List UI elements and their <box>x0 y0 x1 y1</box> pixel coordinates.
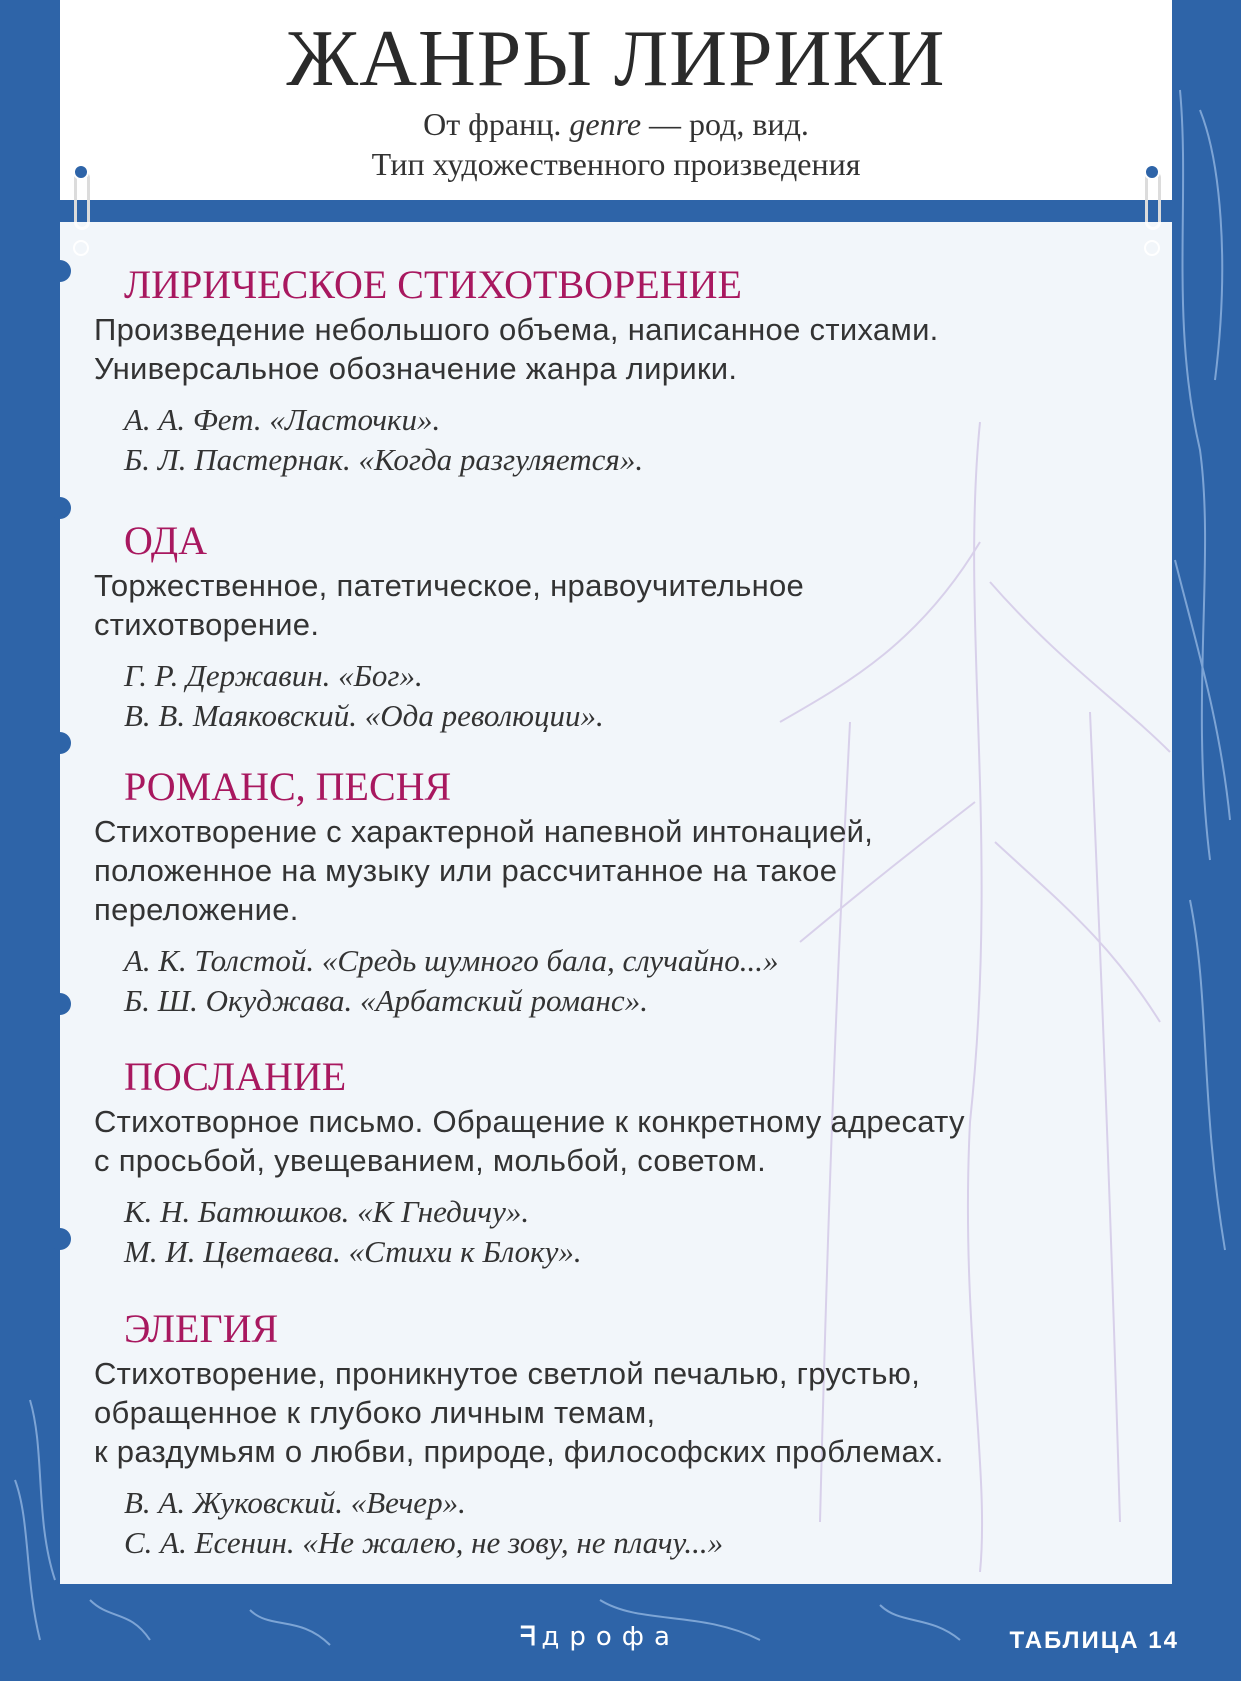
section-elegy <box>94 1306 1174 1563</box>
examples-list <box>124 1483 1174 1563</box>
examples-list <box>124 400 1174 480</box>
example-item: К. Н. Батюшков. «К Гнедичу». <box>124 1194 530 1229</box>
page-title: ЖАНРЫ ЛИРИКИ <box>286 15 946 103</box>
publisher-mark-icon: ᖷ <box>520 1622 536 1652</box>
punch-hole-2 <box>49 497 71 519</box>
header-card <box>60 0 1172 200</box>
punch-hole-5 <box>49 1228 71 1250</box>
section-title: РОМАНС, ПЕСНЯ <box>124 764 452 809</box>
example-item: Г. Р. Державин. «Бог». <box>124 658 423 693</box>
description-line: Торжественное, патетическое, нравоучительное <box>94 568 805 603</box>
binder-hole-left-top <box>73 164 89 180</box>
section-title: ЛИРИЧЕСКОЕ СТИХОТВОРЕНИЕ <box>124 262 742 307</box>
example-item: С. А. Есенин. «Не жалею, не зову, не плачу...» <box>124 1525 724 1560</box>
description-line: Стихотворное письмо. Обращение к конкретному адресату <box>94 1104 965 1139</box>
section-romance-song <box>94 764 1174 1021</box>
publisher-name: дрофа <box>541 1622 680 1652</box>
description-line: Произведение небольшого объема, написанное стихами. <box>94 312 939 347</box>
description-line: обращенное к глубоко личным темам, <box>94 1395 656 1430</box>
punch-hole-4 <box>49 993 71 1015</box>
examples-list <box>124 941 1174 1021</box>
description-line: переложение. <box>94 892 299 927</box>
examples-list <box>124 1192 1174 1272</box>
description-line: стихотворение. <box>94 607 320 642</box>
section-description <box>94 1354 1174 1471</box>
section-description <box>94 310 1174 388</box>
example-item: В. А. Жуковский. «Вечер». <box>124 1485 466 1520</box>
section-title: ОДА <box>124 518 208 563</box>
example-item: А. К. Толстой. «Средь шумного бала, случайно...» <box>124 943 779 978</box>
section-epistle <box>94 1054 1174 1272</box>
example-item: Б. Ш. Окуджава. «Арбатский романс». <box>124 983 648 1018</box>
examples-list <box>124 656 1174 736</box>
description-line: положенное на музыку или рассчитанное на такое <box>94 853 838 888</box>
description-line: Стихотворение с характерной напевной интонацией, <box>94 814 874 849</box>
section-title: ПОСЛАНИЕ <box>124 1054 347 1099</box>
subtitle-etymology <box>60 106 1172 143</box>
subtitle-prefix: От франц. <box>423 106 570 142</box>
section-description <box>94 1102 1174 1180</box>
section-lyric-poem <box>94 262 1174 480</box>
description-line: Универсальное обозначение жанра лирики. <box>94 351 738 386</box>
description-line: Стихотворение, проникнутое светлой печалью, грустью, <box>94 1356 921 1391</box>
section-title: ЭЛЕГИЯ <box>124 1306 279 1351</box>
description-line: к раздумьям о любви, природе, философских проблемах. <box>94 1434 944 1469</box>
example-item: А. А. Фет. «Ласточки». <box>124 402 441 437</box>
example-item: В. В. Маяковский. «Ода революции». <box>124 698 604 733</box>
section-description <box>94 812 1174 929</box>
subtitle-definition: Тип художественного произведения <box>371 146 861 182</box>
section-description <box>94 566 1174 644</box>
subtitle-suffix: — род, вид. <box>641 106 809 142</box>
punch-hole-1 <box>49 260 71 282</box>
punch-hole-3 <box>49 732 71 754</box>
section-ode <box>94 518 1174 736</box>
publisher-logo <box>520 1622 680 1653</box>
example-item: Б. Л. Пастернак. «Когда разгуляется». <box>124 442 644 477</box>
table-number-label: ТАБЛИЦА 14 <box>1009 1627 1179 1654</box>
description-line: с просьбой, увещеванием, мольбой, советом. <box>94 1143 767 1178</box>
binder-hole-right-top <box>1144 164 1160 180</box>
subtitle-foreign-word: genre <box>569 106 642 142</box>
example-item: М. И. Цветаева. «Стихи к Блоку». <box>124 1234 582 1269</box>
